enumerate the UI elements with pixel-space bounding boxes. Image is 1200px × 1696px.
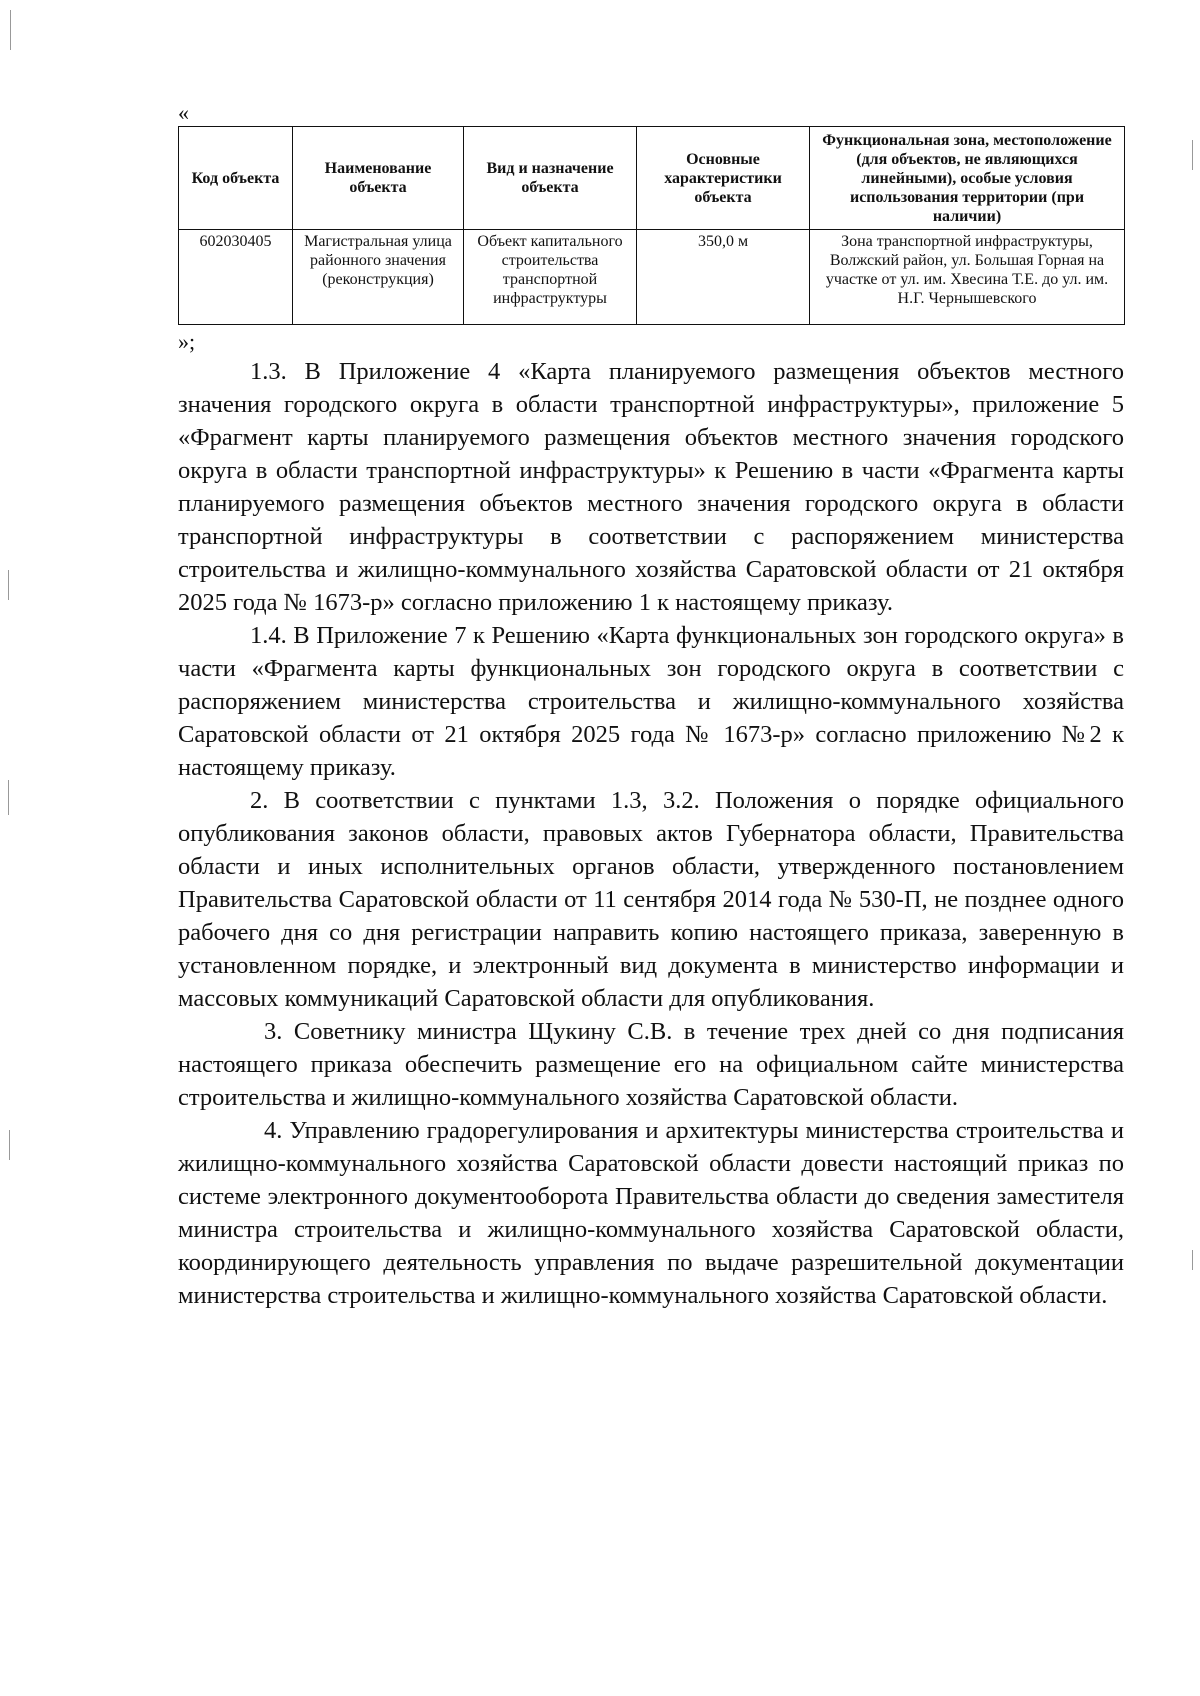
header-object-type: Вид и назначение объекта — [464, 127, 637, 230]
scan-edge-mark — [1192, 140, 1193, 170]
scan-edge-mark — [8, 570, 9, 600]
header-functional-zone: Функциональная зона, местоположение (для объектов, не являющихся линейными), особые условия использования территории (при наличии) — [810, 127, 1125, 230]
paragraph-2: 2. В соответствии с пунктами 1.3, 3.2. Положения о порядке официального опубликования законов области, правовых актов Губернатора области, Правительства области и иных исполнительных органов области, утвержденного постановлением Правительства Саратовской области от 11 сентября 2014 года № 530-П, не позднее одного рабочего дня со дня регистрации направить копию настоящего приказа, заверенную в установленном порядке, и электронный вид документа в министерство информации и массовых коммуникаций Саратовской области для опубликования. — [178, 787, 1124, 1012]
header-object-code: Код объекта — [179, 127, 293, 230]
header-object-name: Наименование объекта — [293, 127, 464, 230]
paragraph-4: 4. Управлению градорегулирования и архитектуры министерства строительства и жилищно-коммунального хозяйства Саратовской области довести настоящий приказ по системе электронного документооборота Правительства области до сведения заместителя министра строительства и жилищно-коммунального хозяйства Саратовской области, координирующего деятельность управления по выдаче разрешительной документации министерства строительства и жилищно-коммунального хозяйства Саратовской области. — [178, 1117, 1124, 1309]
closing-quote: »; — [178, 329, 196, 354]
cell-functional-zone: Зона транспортной инфраструктуры, Волжский район, ул. Большая Горная на участке от ул. им. Хвесина Т.Е. до ул. им. Н.Г. Чернышевского — [810, 230, 1125, 325]
cell-object-type: Объект капитального строительства транспортной инфраструктуры — [464, 230, 637, 325]
paragraph-1-4: 1.4. В Приложение 7 к Решению «Карта функциональных зон городского округа» в части «Фрагмента карты функциональных зон городского округа в соответствии с распоряжением министерства строительства и жилищно-коммунального хозяйства Саратовской области от 21 октября 2025 года № 1673-р» согласно приложению №2 к настоящему приказу. — [178, 622, 1124, 781]
document-page — [178, 100, 1124, 1312]
object-table — [178, 126, 1125, 325]
table-header-row — [179, 127, 1125, 230]
opening-quote: « — [178, 100, 189, 125]
header-object-characteristics: Основные характеристики объекта — [637, 127, 810, 230]
cell-object-code: 602030405 — [179, 230, 293, 325]
scan-edge-mark — [10, 10, 11, 50]
cell-object-name: Магистральная улица районного значения (реконструкция) — [293, 230, 464, 325]
scan-edge-mark — [9, 1130, 10, 1160]
scan-edge-mark — [1192, 1250, 1193, 1270]
scan-edge-mark — [8, 780, 9, 815]
table-row — [179, 230, 1125, 325]
paragraph-3: 3. Советнику министра Щукину С.В. в течение трех дней со дня подписания настоящего приказа обеспечить размещение его на официальном сайте министерства строительства и жилищно-коммунального хозяйства Саратовской области. — [178, 1018, 1124, 1111]
paragraph-1-3: 1.3. В Приложение 4 «Карта планируемого размещения объектов местного значения городского округа в области транспортной инфраструктуры», приложение 5 «Фрагмент карты планируемого размещения объектов местного значения городского округа в области транспортной инфраструктуры» к Решению в части «Фрагмента карты планируемого размещения объектов местного значения городского округа в области транспортной инфраструктуры в соответствии с распоряжением министерства строительства и жилищно-коммунального хозяйства Саратовской области от 21 октября 2025 года № 1673-р» согласно приложению 1 к настоящему приказу. — [178, 358, 1124, 616]
cell-object-characteristics: 350,0 м — [637, 230, 810, 325]
